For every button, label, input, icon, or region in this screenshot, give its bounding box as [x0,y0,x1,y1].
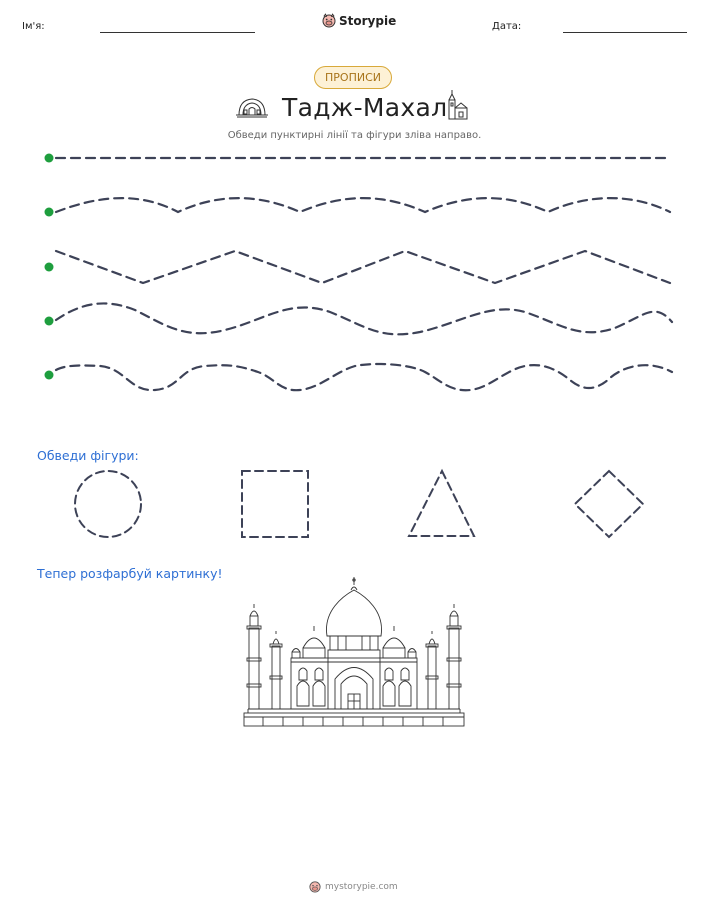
footer-url[interactable]: mystorypie.com [325,881,398,892]
page-subtitle: Обведи пунктирні лінії та фігури зліва направо. [227,130,482,141]
worksheet-badge: ПРОПИСИ [314,66,392,89]
dashed-diamond-shape[interactable] [575,471,643,537]
date-label: Дата: [492,21,522,32]
pig-mascot-icon [309,880,321,893]
dashed-square-shape[interactable] [242,471,308,537]
shapes-heading: Обведи фігури: [37,448,139,463]
dashed-circle-shape[interactable] [75,471,141,537]
footer-brand [309,880,398,893]
page-title: Тадж-Махал [282,93,448,122]
coloring-heading: Тепер розфарбуй картинку! [37,566,223,581]
brand-name: Storypie [339,13,397,28]
name-label: Ім'я: [22,21,45,32]
taj-mahal-coloring-picture[interactable] [243,576,465,728]
dashed-triangle-shape[interactable] [409,471,474,536]
